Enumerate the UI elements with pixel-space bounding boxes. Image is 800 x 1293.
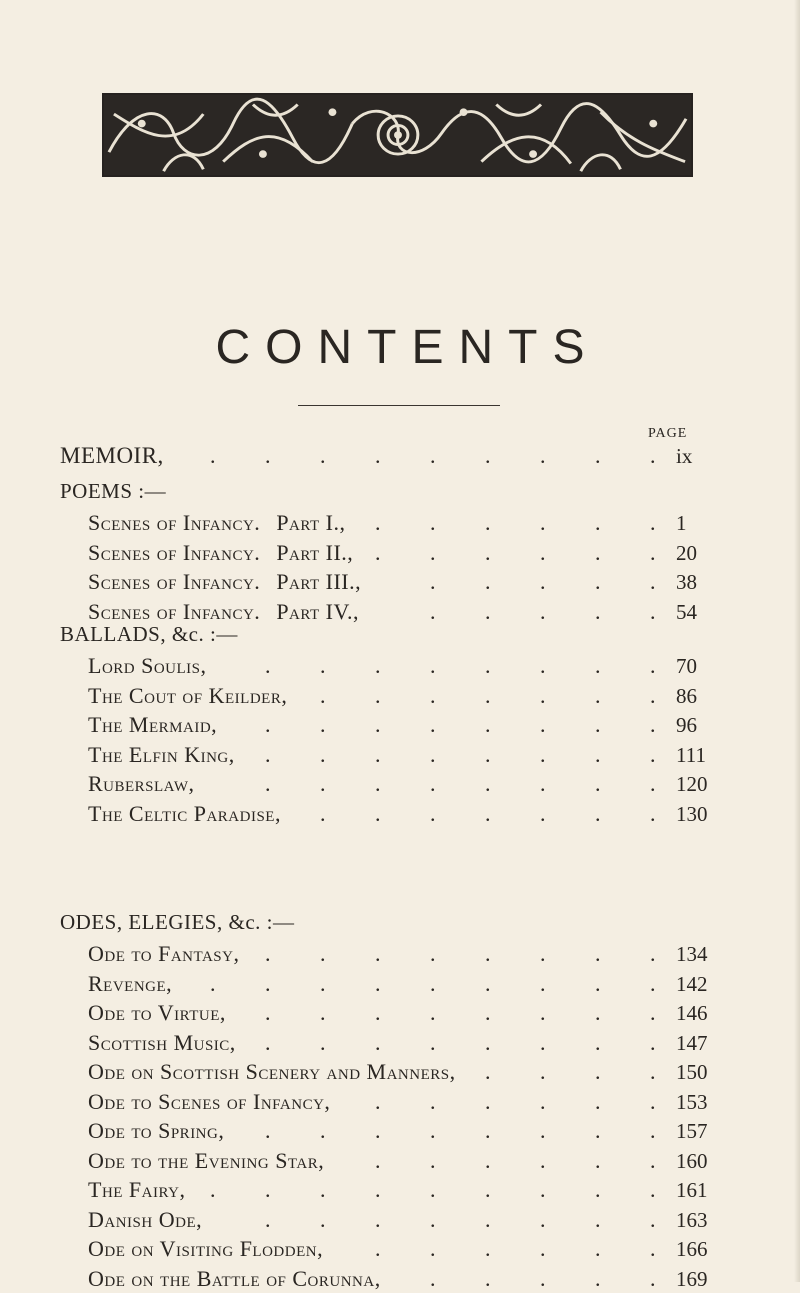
leader-dot: .: [430, 653, 436, 678]
page-number: 142: [676, 971, 708, 996]
leader-dot: .: [265, 1177, 271, 1202]
entry-title: The Elfin King,: [88, 741, 235, 767]
leader-dot: .: [485, 510, 491, 535]
leader-dot: .: [375, 1206, 381, 1232]
entry-title: Ode on the Battle of Corunna,: [88, 1265, 381, 1291]
leader-dot: .: [485, 970, 491, 996]
section-heading: ODES, ELEGIES, &c. :—: [60, 910, 295, 934]
toc-entry: [88, 568, 361, 596]
page-number: 161: [676, 1178, 708, 1202]
leader-dot: .: [210, 970, 216, 996]
leader-dot: .: [430, 800, 436, 826]
toc-entry: [88, 1147, 324, 1175]
toc-entry: [88, 800, 281, 828]
leader-dot: .: [540, 598, 546, 624]
leader-dot: .: [430, 771, 436, 796]
leader-dot: .: [430, 1000, 436, 1025]
leader-dot: .: [485, 712, 491, 737]
page-number: 134: [676, 942, 708, 966]
leader-dot: .: [540, 712, 546, 737]
leader-dot: .: [485, 1206, 491, 1232]
page-number: 111: [676, 742, 706, 767]
leader-dot: .: [430, 970, 436, 996]
leader-dot: .: [485, 1118, 491, 1143]
leader-dot: .: [320, 1000, 326, 1025]
leader-dot: .: [650, 443, 656, 468]
leader-dot: .: [320, 771, 326, 796]
leader-dot: .: [320, 653, 326, 678]
leader-dot: .: [540, 800, 546, 826]
toc-entry: [88, 1265, 381, 1293]
toc-entry: [88, 711, 217, 739]
page-number: 166: [676, 1237, 708, 1261]
page-column-label: PAGE: [648, 426, 688, 441]
leader-dot: .: [650, 712, 656, 737]
leader-dot: .: [595, 1177, 601, 1202]
entry-part: Part III.,: [276, 569, 362, 594]
leader-dot: .: [650, 598, 656, 624]
leader-dot: .: [540, 682, 546, 708]
toc-entry: [88, 539, 353, 567]
page-number: 153: [676, 1089, 708, 1114]
leader-dot: .: [650, 1088, 656, 1114]
page-number: 20: [676, 540, 697, 565]
leader-dot: .: [485, 1029, 491, 1055]
leader-dot: .: [650, 1118, 656, 1143]
leader-dot: .: [540, 1029, 546, 1055]
leader-dot: .: [595, 1206, 601, 1232]
leader-dot: .: [540, 970, 546, 996]
toc-entry: [88, 1029, 236, 1057]
leader-dot: .: [430, 1029, 436, 1055]
page-number: 163: [676, 1207, 708, 1232]
leader-dot: .: [375, 1118, 381, 1143]
entry-title: Scenes of Infancy.: [88, 539, 261, 565]
leader-dot: .: [595, 1118, 601, 1143]
toc-entry: [88, 509, 345, 537]
leader-dot: .: [650, 682, 656, 708]
leader-dot: .: [650, 510, 656, 535]
leader-dot: .: [540, 741, 546, 767]
leader-dot: .: [540, 1088, 546, 1114]
leader-dot: .: [595, 970, 601, 996]
toc-entry: [88, 1088, 330, 1116]
page-title: CONTENTS: [215, 321, 600, 374]
leader-dot: .: [485, 800, 491, 826]
page-number: 150: [676, 1060, 708, 1084]
leader-dot: .: [485, 1000, 491, 1025]
leader-dot: .: [430, 941, 436, 966]
entry-title: The Celtic Paradise,: [88, 800, 281, 826]
leader-dot: .: [540, 653, 546, 678]
leader-dot: .: [430, 510, 436, 535]
entry-title: Danish Ode,: [88, 1206, 203, 1232]
leader-dot: .: [650, 1059, 656, 1084]
leader-dot: .: [485, 1088, 491, 1114]
leader-dot: .: [540, 510, 546, 535]
leader-dot: .: [540, 569, 546, 594]
leader-dot: .: [650, 569, 656, 594]
leader-dot: .: [485, 771, 491, 796]
leader-dot: .: [320, 1177, 326, 1202]
leader-dot: .: [595, 598, 601, 624]
leader-dot: .: [540, 1000, 546, 1025]
leader-dot: .: [650, 1177, 656, 1202]
leader-dot: .: [375, 1000, 381, 1025]
leader-dot: .: [430, 712, 436, 737]
leader-dot: .: [595, 941, 601, 966]
leader-dot: .: [650, 1147, 656, 1173]
leader-dot: .: [265, 970, 271, 996]
leader-dot: .: [375, 1177, 381, 1202]
leader-dot: .: [430, 1236, 436, 1261]
leader-dot: .: [595, 712, 601, 737]
leader-dot: .: [320, 800, 326, 826]
leader-dot: .: [540, 941, 546, 966]
leader-dot: .: [265, 712, 271, 737]
leader-dot: .: [485, 569, 491, 594]
leader-dot: .: [430, 443, 436, 468]
leader-dot: .: [430, 682, 436, 708]
leader-dot: .: [430, 1118, 436, 1143]
page-number: 54: [676, 599, 697, 624]
leader-dot: .: [595, 1059, 601, 1084]
leader-dot: .: [265, 1029, 271, 1055]
page-edge-shadow: [794, 0, 800, 1282]
leader-dot: .: [265, 1000, 271, 1025]
leader-dot: .: [650, 800, 656, 826]
leader-dot: .: [430, 598, 436, 624]
toc-entry: [88, 741, 235, 769]
entry-part: Part IV.,: [276, 598, 360, 624]
entry-title: Scenes of Infancy.: [88, 598, 261, 624]
ornament-scrollwork-icon: [104, 95, 691, 175]
leader-dot: .: [375, 712, 381, 737]
leader-dot: .: [485, 653, 491, 678]
leader-dot: .: [430, 1206, 436, 1232]
entry-title: Ode to Fantasy,: [88, 941, 240, 966]
leader-dot: .: [375, 653, 381, 678]
leader-dot: .: [375, 1088, 381, 1114]
leader-dot: .: [595, 682, 601, 708]
page-number: 130: [676, 801, 708, 826]
leader-dot: .: [540, 771, 546, 796]
leader-dot: .: [485, 741, 491, 767]
leader-dot: .: [540, 539, 546, 565]
leader-dot: .: [595, 1000, 601, 1025]
leader-dot: .: [375, 1029, 381, 1055]
page-number: 70: [676, 654, 697, 678]
leader-dot: .: [320, 1206, 326, 1232]
leader-dot: .: [595, 800, 601, 826]
leader-dot: .: [265, 771, 271, 796]
leader-dot: .: [210, 443, 216, 468]
leader-dot: .: [650, 970, 656, 996]
entry-title: Ode to Virtue,: [88, 1000, 226, 1025]
leader-dot: .: [650, 653, 656, 678]
section-heading: POEMS :—: [60, 479, 167, 503]
leader-dot: .: [595, 1265, 601, 1291]
leader-dot: .: [595, 443, 601, 468]
section-heading: BALLADS, &c. :—: [60, 622, 238, 646]
leader-dot: .: [485, 539, 491, 565]
leader-dot: .: [595, 539, 601, 565]
toc-entry: [88, 770, 194, 798]
entry-part: Part II.,: [276, 539, 354, 565]
leader-dot: .: [375, 970, 381, 996]
leader-dot: .: [375, 510, 381, 535]
leader-dot: .: [540, 1265, 546, 1291]
leader-dot: .: [595, 1088, 601, 1114]
toc-entry: [88, 1058, 456, 1086]
entry-title: Lord Soulis,: [88, 653, 207, 678]
leader-dot: .: [430, 1088, 436, 1114]
leader-dot: .: [485, 941, 491, 966]
leader-dot: .: [485, 1265, 491, 1291]
leader-dot: .: [595, 771, 601, 796]
leader-dot: .: [595, 1236, 601, 1261]
leader-dot: .: [650, 1206, 656, 1232]
leader-dot: .: [485, 682, 491, 708]
leader-dot: .: [540, 1206, 546, 1232]
entry-title: Scenes of Infancy.: [88, 510, 261, 535]
leader-dot: .: [650, 941, 656, 966]
leader-dot: .: [650, 771, 656, 796]
leader-dot: .: [320, 1029, 326, 1055]
leader-dot: .: [430, 1147, 436, 1173]
leader-dot: .: [320, 970, 326, 996]
page-number: ix: [676, 444, 693, 468]
leader-dot: .: [595, 569, 601, 594]
decorative-headpiece: [102, 93, 693, 177]
leader-dot: .: [540, 1177, 546, 1202]
leader-dot: .: [485, 1177, 491, 1202]
page-number: 147: [676, 1030, 708, 1055]
leader-dot: .: [595, 510, 601, 535]
leader-dot: .: [485, 1236, 491, 1261]
entry-title: Ode to Scenes of Infancy,: [88, 1088, 331, 1114]
leader-dot: .: [375, 741, 381, 767]
leader-dot: .: [265, 443, 271, 468]
toc-entry: [88, 652, 207, 680]
leader-dot: .: [485, 443, 491, 468]
leader-dot: .: [375, 1236, 381, 1261]
leader-dot: .: [595, 1029, 601, 1055]
memoir-label: MEMOIR,: [60, 443, 164, 468]
leader-dot: .: [540, 1118, 546, 1143]
entry-part: Part I.,: [276, 510, 346, 535]
leader-dot: .: [265, 1206, 271, 1232]
title-divider: [298, 405, 500, 406]
entry-title: Scenes of Infancy.: [88, 569, 261, 594]
leader-dot: .: [320, 941, 326, 966]
leader-dot: .: [430, 1177, 436, 1202]
leader-dot: .: [375, 800, 381, 826]
entry-title: Ruberslaw,: [88, 771, 195, 796]
toc-entry: [88, 1235, 323, 1263]
page-number: 96: [676, 713, 697, 737]
leader-dot: .: [650, 1000, 656, 1025]
leader-dot: .: [265, 741, 271, 767]
leader-dot: .: [375, 941, 381, 966]
leader-dot: .: [595, 653, 601, 678]
page-number: 86: [676, 683, 697, 708]
leader-dot: .: [265, 941, 271, 966]
leader-dot: .: [595, 1147, 601, 1173]
entry-title: Ode to Spring,: [88, 1118, 225, 1143]
leader-dot: .: [650, 539, 656, 565]
leader-dot: .: [320, 1118, 326, 1143]
leader-dot: .: [485, 598, 491, 624]
toc-entry: [88, 940, 239, 968]
entry-title: Ode to the Evening Star,: [88, 1147, 325, 1173]
toc-entry: [88, 1206, 202, 1234]
toc-entry: [88, 970, 172, 998]
leader-dot: .: [540, 1059, 546, 1084]
leader-dot: .: [375, 1147, 381, 1173]
page-number: 38: [676, 570, 697, 594]
leader-dot: .: [375, 539, 381, 565]
leader-dot: .: [375, 771, 381, 796]
leader-dot: .: [375, 682, 381, 708]
leader-dot: .: [265, 1118, 271, 1143]
leader-dot: .: [540, 1236, 546, 1261]
leader-dot: .: [210, 1177, 216, 1202]
leader-dot: .: [320, 443, 326, 468]
leader-dot: .: [430, 741, 436, 767]
leader-dot: .: [485, 1147, 491, 1173]
leader-dot: .: [320, 682, 326, 708]
leader-dot: .: [595, 741, 601, 767]
entry-title: Ode on Scottish Scenery and Manners,: [88, 1059, 456, 1084]
leader-dot: .: [650, 1236, 656, 1261]
toc-entry: [88, 682, 287, 710]
toc-entry: [88, 999, 226, 1027]
leader-dot: .: [430, 569, 436, 594]
leader-dot: .: [650, 741, 656, 767]
entry-title: Scottish Music,: [88, 1029, 236, 1055]
leader-dot: .: [540, 1147, 546, 1173]
leader-dot: .: [540, 443, 546, 468]
leader-dot: .: [320, 712, 326, 737]
leader-dot: .: [650, 1029, 656, 1055]
page-number: 157: [676, 1119, 708, 1143]
page-number: 160: [676, 1148, 708, 1173]
page-number: 1: [676, 511, 687, 535]
entry-title: The Mermaid,: [88, 712, 218, 737]
page-number: 146: [676, 1001, 708, 1025]
entry-title: The Fairy,: [88, 1177, 186, 1202]
toc-entry: [88, 1117, 224, 1145]
entry-title: Ode on Visiting Flodden,: [88, 1236, 324, 1261]
entry-title: Revenge,: [88, 970, 173, 996]
toc-entry: [88, 1176, 186, 1204]
leader-dot: .: [430, 1265, 436, 1291]
leader-dot: .: [265, 653, 271, 678]
leader-dot: .: [430, 539, 436, 565]
leader-dot: .: [650, 1265, 656, 1291]
page-number: 120: [676, 772, 708, 796]
leader-dot: .: [485, 1059, 491, 1084]
page-number: 169: [676, 1266, 708, 1291]
leader-dot: .: [320, 741, 326, 767]
leader-dot: .: [375, 443, 381, 468]
entry-title: The Cout of Keilder,: [88, 682, 288, 708]
